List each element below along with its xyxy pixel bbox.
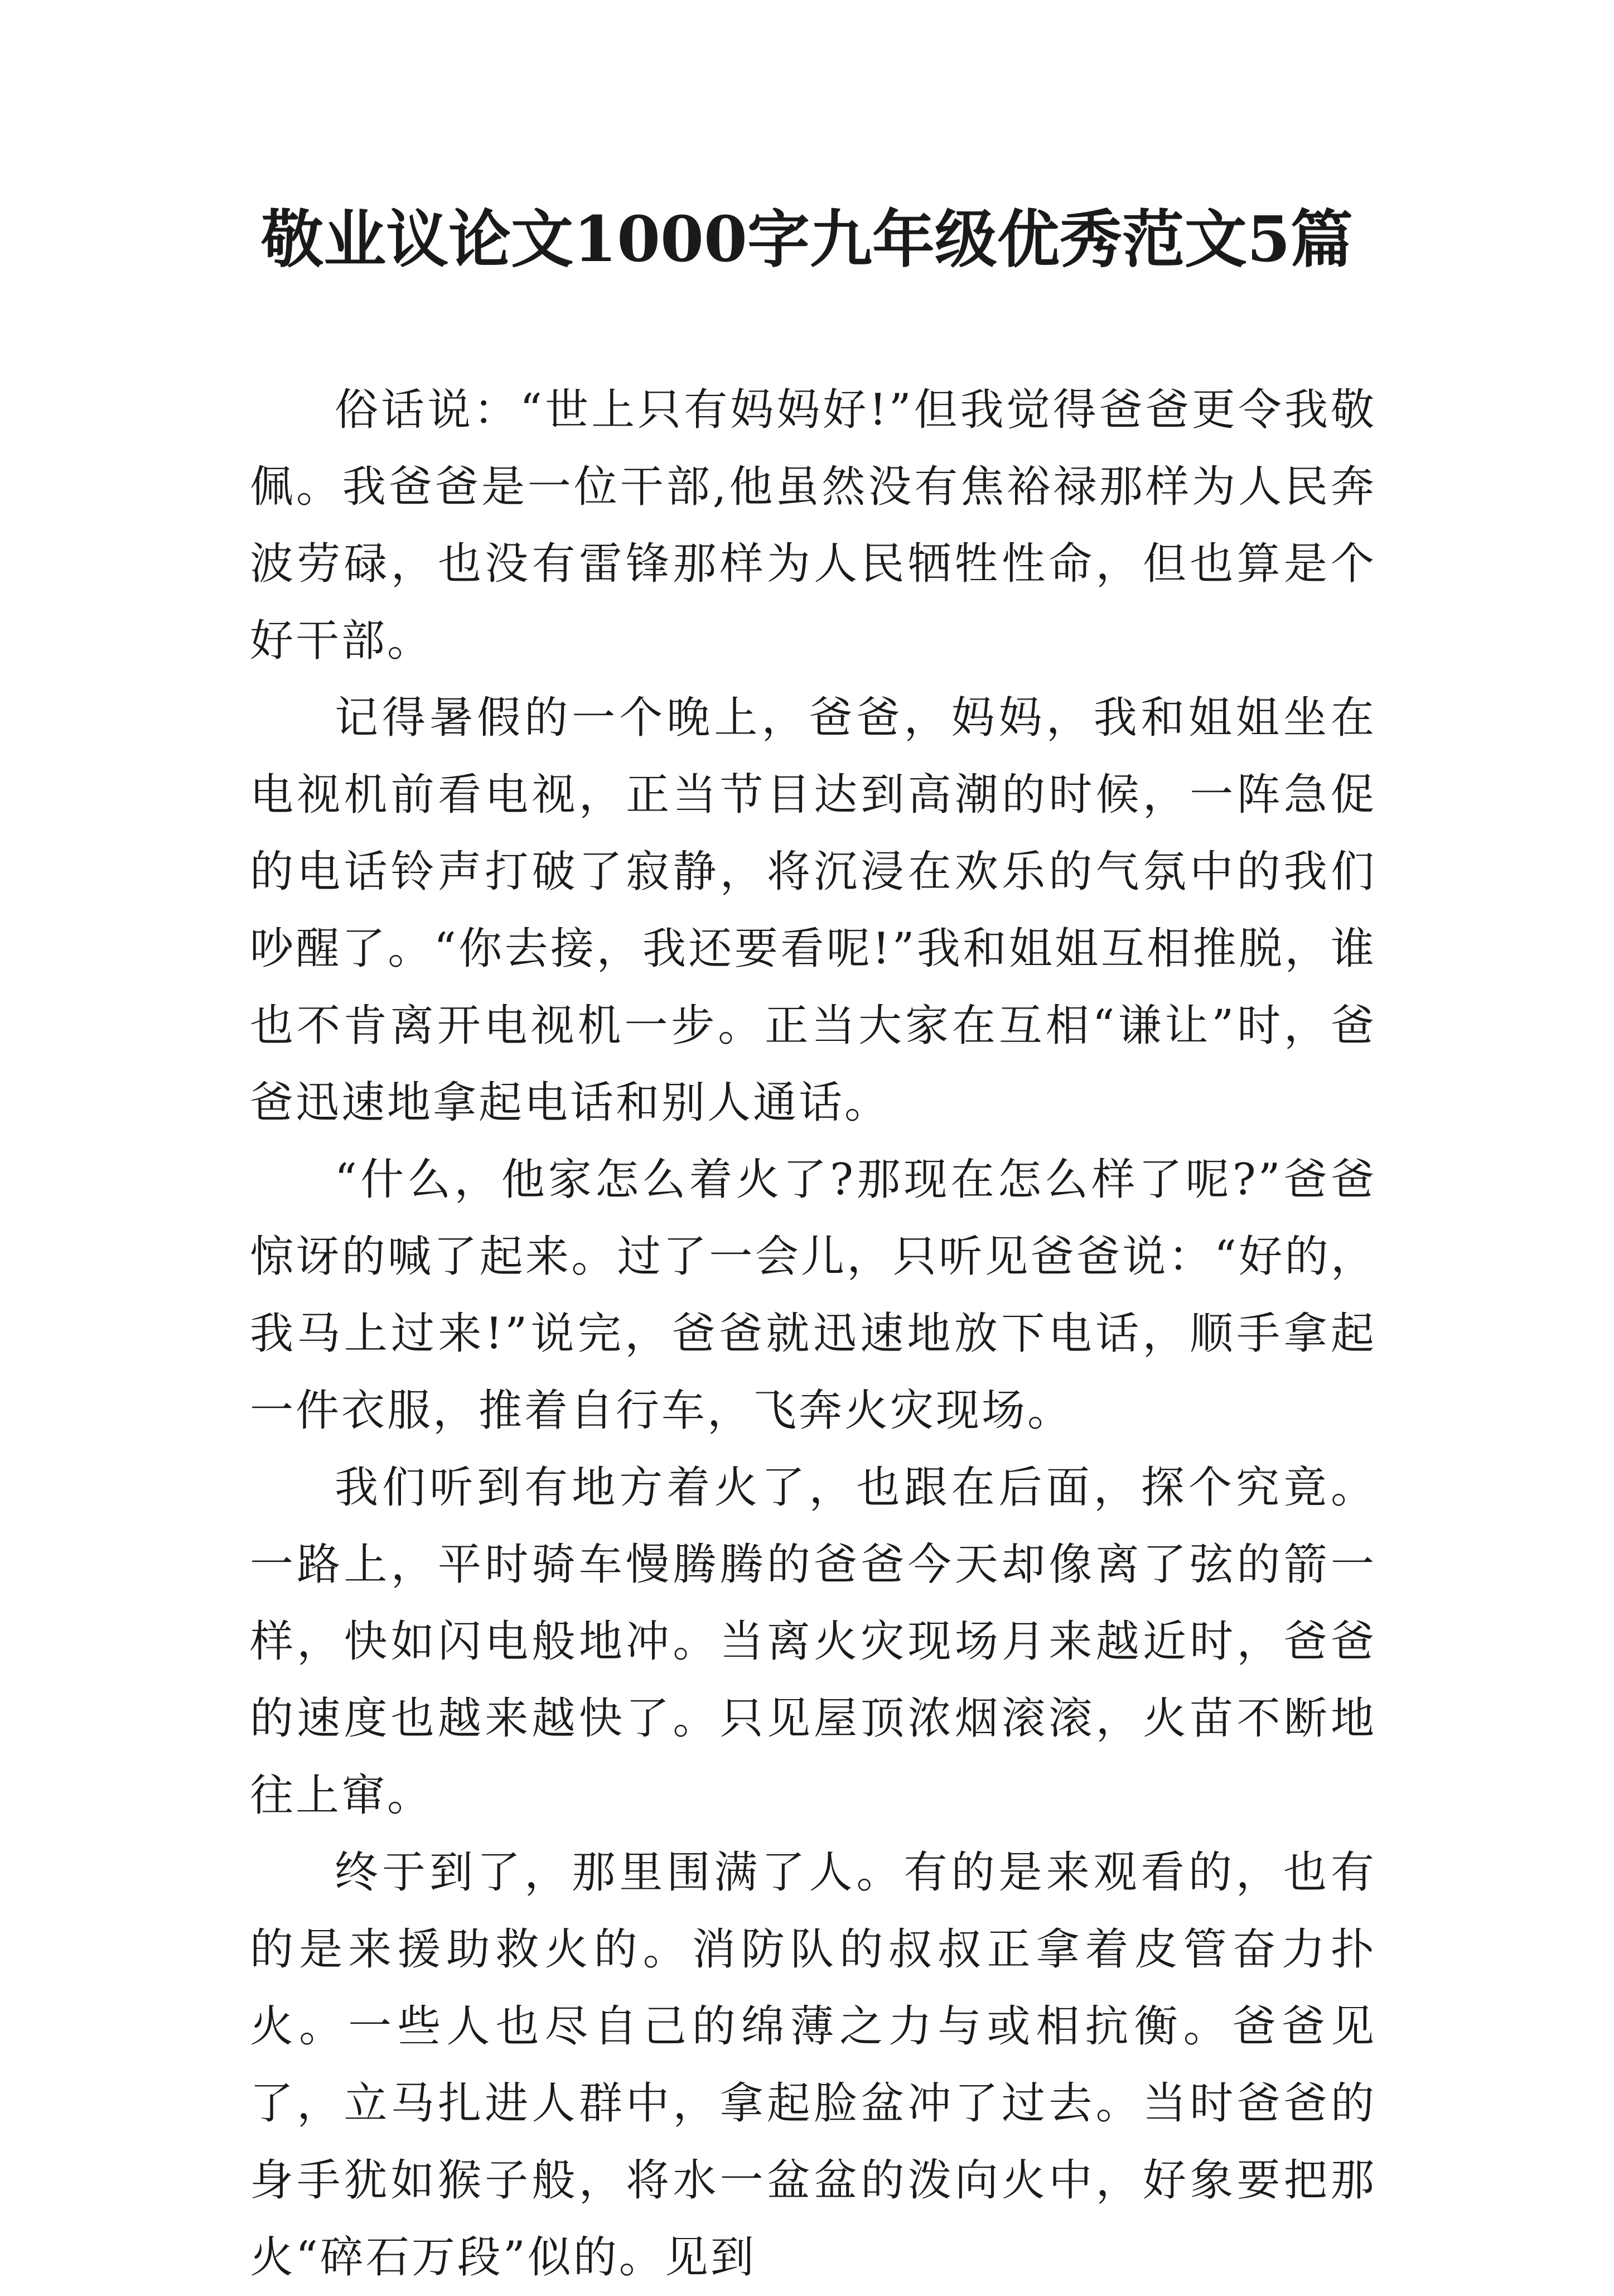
paragraph-4: 我们听到有地方着火了，也跟在后面，探个究竟。一路上，平时骑车慢腾腾的爸爸今天却像离了弦的箭一样，快如闪电般地冲。当离火灾现场月来越近时，爸爸的速度也越来越快了。只见屋顶浓烟滚滚，火苗不断地往上窜。: [250, 1463, 1376, 1821]
document-title: 敬业议论文1000字九年级优秀范文5篇: [261, 203, 1353, 276]
paragraph-1: 俗话说：“世上只有妈妈好!”但我觉得爸爸更令我敬佩。我爸爸是一位干部,他虽然没有焦裕禄那样为人民奔波劳碌，也没有雷锋那样为人民牺牲性命，但也算是个好干部。: [250, 385, 1376, 666]
document-body: [250, 372, 1376, 2296]
paragraph-2: 记得暑假的一个晚上，爸爸，妈妈，我和姐姐坐在电视机前看电视，正当节目达到高潮的时候，一阵急促的电话铃声打破了寂静，将沉浸在欢乐的气氛中的我们吵醒了。“你去接，我还要看呢!”我和姐姐互相推脱，谁也不肯离开电视机一步。正当大家在互相“谦让”时，爸爸迅速地拿起电话和别人通话。: [250, 693, 1376, 1128]
paragraph-5: 终于到了，那里围满了人。有的是来观看的，也有的是来援助救火的。消防队的叔叔正拿着皮管奋力扑火。一些人也尽自己的绵薄之力与或相抗衡。爸爸见了，立马扎进人群中，拿起脸盆冲了过去。当时爸爸的身手犹如猴子般，将水一盆盆的泼向火中，好象要把那火“碎石万段”似的。见到: [250, 1848, 1376, 2283]
paragraph-3: “什么，他家怎么着火了?那现在怎么样了呢?”爸爸惊讶的喊了起来。过了一会儿，只听见爸爸说：“好的，我马上过来!”说完，爸爸就迅速地放下电话，顺手拿起一件衣服，推着自行车，飞奔火灾现场。: [250, 1155, 1376, 1436]
